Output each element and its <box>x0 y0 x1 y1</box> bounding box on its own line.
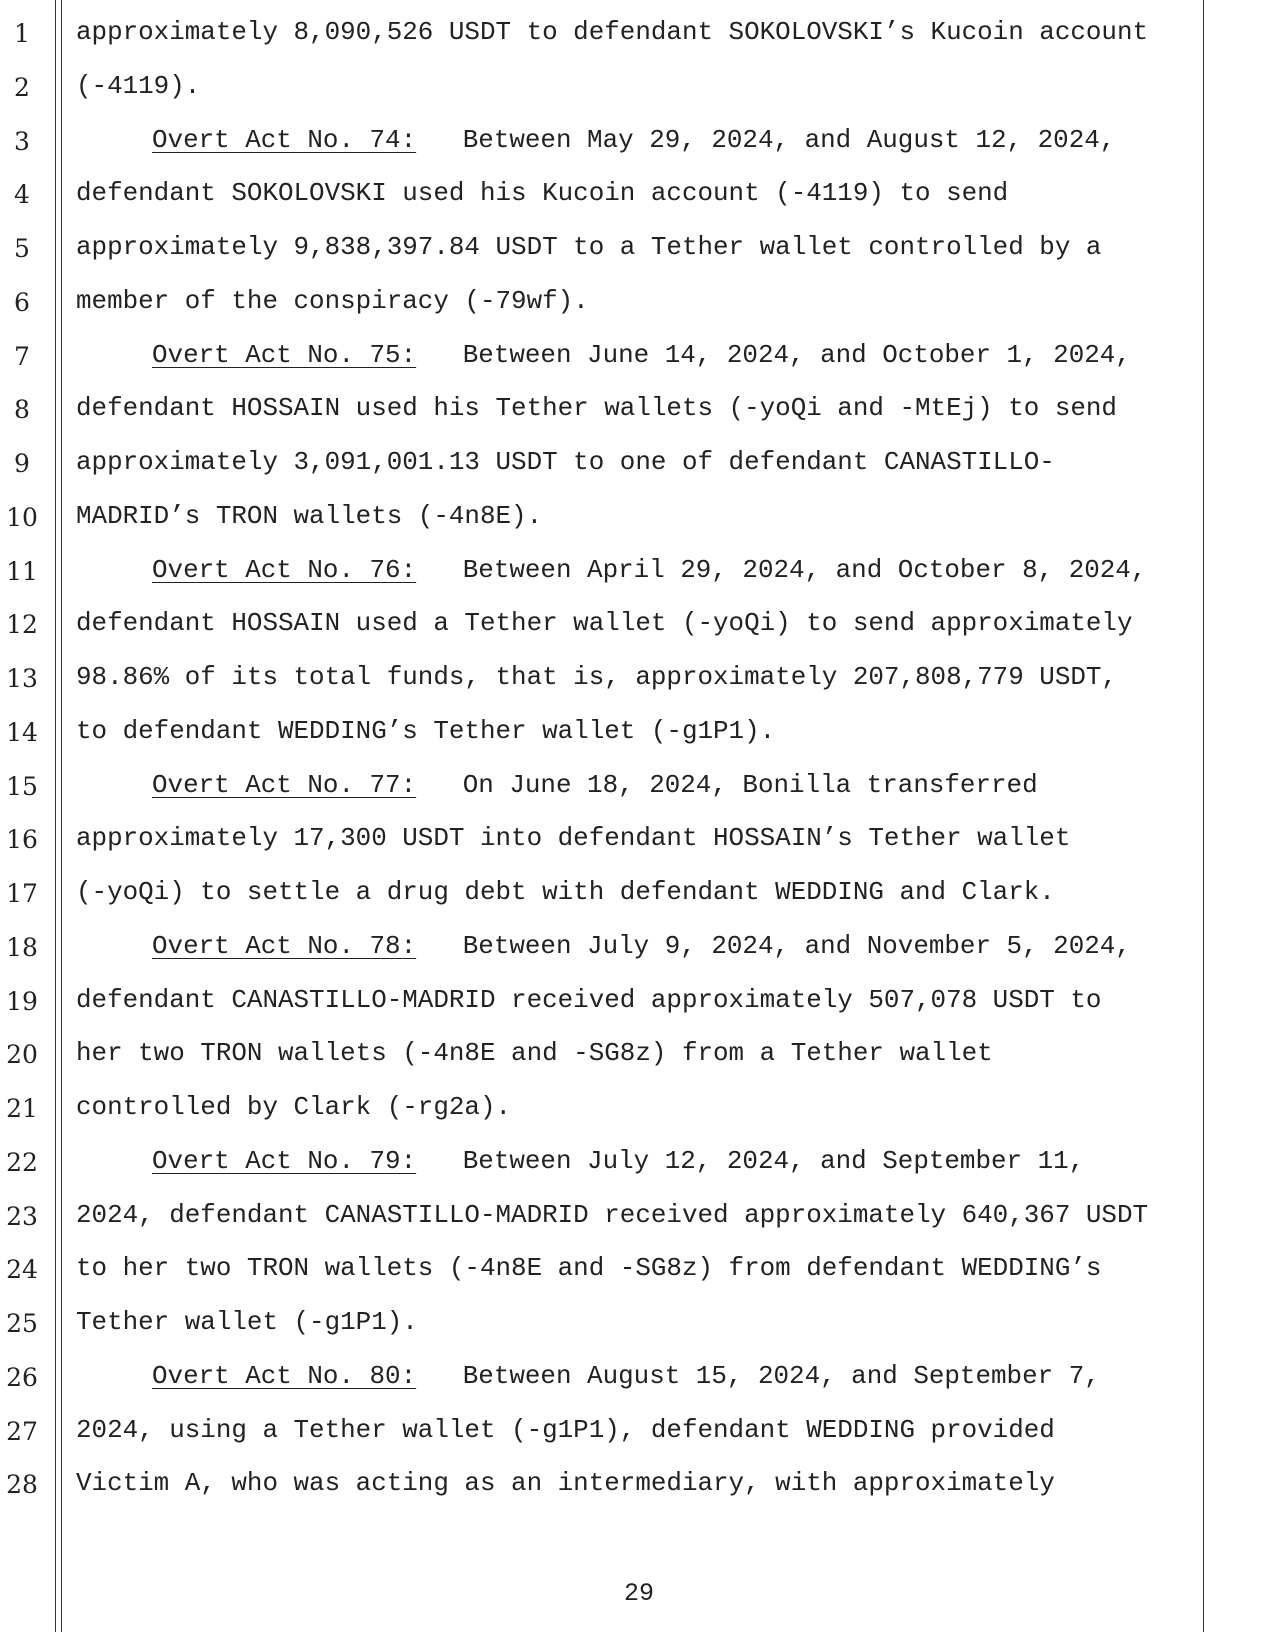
line-number: 15 <box>6 771 38 801</box>
line-text: Between June 14, 2024, and October 1, 2024, <box>416 339 1131 370</box>
line-number: 19 <box>6 986 38 1016</box>
overt-act-label: Overt Act No. 79: <box>152 1145 417 1176</box>
line-text: controlled by Clark (-rg2a). <box>76 1092 512 1122</box>
overt-act-line <box>152 124 1116 155</box>
text-line <box>76 1414 1055 1445</box>
overt-act-label: Overt Act No. 77: <box>152 769 417 800</box>
overt-act-label: Overt Act No. 75: <box>152 339 417 370</box>
overt-act-line <box>152 1145 1085 1176</box>
line-text: defendant CANASTILLO-MADRID received approximately 507,078 USDT to <box>76 984 1102 1015</box>
line-text: Between August 15, 2024, and September 7, <box>416 1360 1100 1391</box>
line-number: 7 <box>14 341 30 371</box>
text-line <box>76 1468 1055 1499</box>
line-text: Between July 9, 2024, and November 5, 2024, <box>416 930 1131 961</box>
text-line <box>76 877 1055 907</box>
line-number: 6 <box>14 287 30 317</box>
overt-act-line <box>152 554 1147 585</box>
text-line <box>76 1199 1149 1230</box>
line-number: 2 <box>14 72 30 102</box>
line-text: Victim A, who was acting as an intermediary, with approximately <box>76 1468 1055 1499</box>
line-number: 26 <box>6 1362 38 1392</box>
line-text: 2024, defendant CANASTILLO-MADRID received approximately 640,367 USDT <box>76 1199 1149 1230</box>
line-text: to defendant WEDDING’s Tether wallet (-g1P1). <box>76 715 776 746</box>
text-line <box>76 178 1009 209</box>
line-number: 14 <box>6 717 38 747</box>
line-number: 23 <box>6 1201 38 1231</box>
line-number: 28 <box>6 1470 38 1500</box>
line-text: Between April 29, 2024, and October 8, 2024, <box>416 554 1147 585</box>
left-margin-rule-outer <box>55 0 56 1632</box>
line-number: 24 <box>6 1255 38 1285</box>
line-text: Tether wallet (-g1P1). <box>76 1307 418 1337</box>
line-text: member of the conspiracy (-79wf). <box>76 285 589 316</box>
right-margin-rule <box>1203 0 1204 1632</box>
line-number: 20 <box>6 1040 38 1070</box>
line-text: approximately 3,091,001.13 USDT to one of defendant CANASTILLO- <box>76 447 1055 477</box>
text-line <box>76 70 201 101</box>
text-line <box>76 662 1117 692</box>
text-line <box>76 232 1102 262</box>
overt-act-line <box>152 1360 1100 1391</box>
line-text: defendant SOKOLOVSKI used his Kucoin account (-4119) to send <box>76 178 1009 209</box>
line-text: approximately 8,090,526 USDT to defendant SOKOLOVSKI’s Kucoin account <box>76 17 1149 47</box>
line-text: MADRID’s TRON wallets (-4n8E). <box>76 500 543 531</box>
text-line <box>76 1307 418 1337</box>
overt-act-label: Overt Act No. 78: <box>152 930 417 961</box>
left-margin-rule-inner <box>61 0 62 1632</box>
line-number: 9 <box>14 449 30 478</box>
overt-act-label: Overt Act No. 74: <box>152 124 417 155</box>
text-line <box>76 285 589 316</box>
line-text: 98.86% of its total funds, that is, approximately 207,808,779 USDT, <box>76 662 1117 692</box>
overt-act-line <box>152 769 1038 800</box>
line-text: 2024, using a Tether wallet (-g1P1), defendant WEDDING provided <box>76 1414 1055 1445</box>
line-number: 17 <box>6 879 38 908</box>
text-line <box>76 1253 1102 1284</box>
line-text: defendant HOSSAIN used a Tether wallet (-yoQi) to send approximately <box>76 608 1133 639</box>
line-number: 11 <box>6 556 38 586</box>
line-text: defendant HOSSAIN used his Tether wallets (-yoQi and -MtEj) to send <box>76 393 1117 424</box>
line-number: 16 <box>6 825 38 855</box>
line-number: 5 <box>14 234 30 263</box>
text-line <box>76 17 1149 47</box>
line-text: (-4119). <box>76 70 201 101</box>
line-number: 8 <box>14 395 30 425</box>
overt-act-line <box>152 339 1131 370</box>
text-line <box>76 1092 512 1122</box>
line-number: 1 <box>14 19 30 48</box>
line-number: 25 <box>6 1309 38 1338</box>
line-text: approximately 9,838,397.84 USDT to a Tether wallet controlled by a <box>76 232 1102 262</box>
text-line <box>76 393 1117 424</box>
text-line <box>76 608 1133 639</box>
overt-act-label: Overt Act No. 80: <box>152 1360 417 1391</box>
line-number: 27 <box>6 1416 38 1446</box>
text-line <box>76 823 1071 854</box>
line-text: Between May 29, 2024, and August 12, 2024, <box>416 124 1116 155</box>
line-number: 21 <box>6 1094 38 1123</box>
line-number: 22 <box>6 1147 38 1177</box>
overt-act-line <box>152 930 1131 961</box>
line-number: 12 <box>6 610 38 640</box>
line-number: 3 <box>14 126 30 156</box>
line-text: approximately 17,300 USDT into defendant HOSSAIN’s Tether wallet <box>76 823 1071 854</box>
text-line <box>76 500 543 531</box>
line-text: her two TRON wallets (-4n8E and -SG8z) from a Tether wallet <box>76 1038 993 1069</box>
line-text: to her two TRON wallets (-4n8E and -SG8z) from defendant WEDDING’s <box>76 1253 1102 1284</box>
text-line <box>76 984 1102 1015</box>
line-number: 10 <box>6 502 38 532</box>
line-text: On June 18, 2024, Bonilla transferred <box>416 769 1038 800</box>
text-line <box>76 1038 993 1069</box>
overt-act-label: Overt Act No. 76: <box>152 554 417 585</box>
line-number: 4 <box>14 180 30 210</box>
page-number: 29 <box>623 1579 654 1608</box>
line-text: (-yoQi) to settle a drug debt with defendant WEDDING and Clark. <box>76 877 1055 907</box>
line-text: Between July 12, 2024, and September 11, <box>416 1145 1085 1176</box>
line-number: 18 <box>6 932 38 962</box>
text-line <box>76 447 1055 477</box>
text-line <box>76 715 776 746</box>
line-number: 13 <box>6 664 38 693</box>
